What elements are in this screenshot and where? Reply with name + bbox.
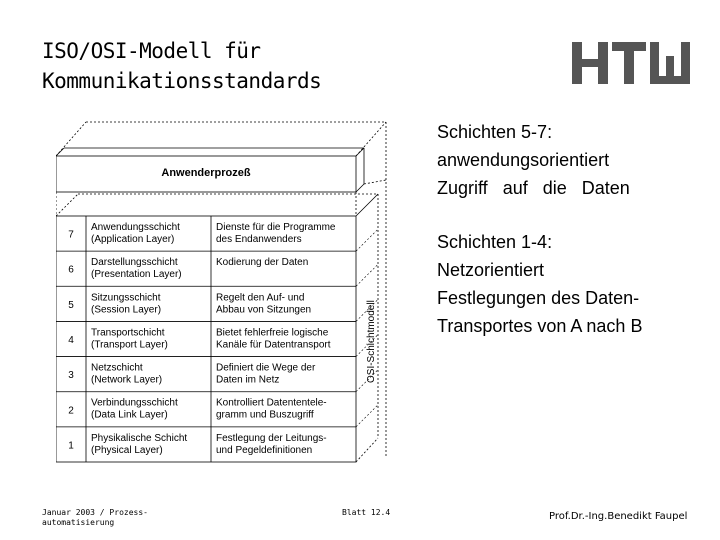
layer-name: Transportschicht (91, 327, 165, 339)
osi-diagram-graphic (56, 118, 396, 470)
layer-name-english: (Physical Layer) (91, 444, 163, 456)
info-block-upper (437, 118, 630, 202)
layer-name-english: (Application Layer) (91, 234, 175, 245)
slide-title (42, 36, 321, 96)
footer-page: Blatt 12.4 (342, 508, 391, 517)
layer-description: Regelt den Auf- und (216, 292, 305, 304)
layer-name: Verbindungsschicht (91, 397, 178, 409)
layer-name-english: (Network Layer) (91, 374, 163, 386)
layer-number: 2 (68, 405, 74, 417)
title-line-1: ISO/OSI-Modell für (42, 39, 261, 63)
info-lower-line-1: Schichten 1-4: (437, 232, 553, 252)
layer-name: Physikalische Schicht (91, 432, 188, 444)
layer-description-line-2: Kanäle für Datentransport (216, 339, 331, 351)
layer-description: Festlegung der Leitungs- (216, 432, 327, 444)
title-line-2: Kommunikationsstandards (42, 69, 322, 93)
info-upper-line-2: anwendungsorientiert (437, 150, 610, 170)
info-lower-line-4: Transportes von A nach B (437, 316, 643, 336)
info-lower-line-2: Netzorientiert (437, 260, 545, 280)
layer-number: 7 (68, 229, 74, 241)
layer-description: Kontrolliert Datententele- (216, 397, 327, 409)
layer-name: Netzschicht (91, 362, 143, 374)
htw-logo (572, 38, 692, 88)
info-upper-line-3: Zugriff auf die Daten (437, 178, 630, 198)
layer-number: 4 (68, 335, 74, 346)
layer-name-english: (Data Link Layer) (91, 409, 168, 421)
layer-divider-depth (356, 229, 378, 251)
osi-layer-diagram (56, 118, 396, 470)
htw-logo-graphic (572, 38, 692, 88)
application-process-label: Anwenderprozeß (161, 167, 251, 179)
layer-number: 3 (68, 370, 74, 382)
layer-divider-depth (356, 405, 378, 427)
layer-number: 5 (68, 299, 74, 311)
footer-author: Prof.Dr.-Ing.Benedikt Faupel (549, 511, 688, 522)
layer-description: Definiert die Wege der (216, 362, 316, 374)
osi-side-label: OSI-Schichtmodell (366, 300, 377, 383)
footer-date-line-2: automatisierung (42, 518, 115, 527)
layer-name-english: (Transport Layer) (91, 339, 168, 351)
layer-description-line-2: gramm und Buszugriff (216, 409, 314, 421)
layer-name-english: (Presentation Layer) (91, 269, 182, 281)
info-upper-line-1: Schichten 5-7: (437, 122, 553, 142)
layer-name: Darstellungsschicht (91, 257, 178, 269)
layer-description: Kodierung der Daten (216, 257, 309, 269)
layer-divider-depth (356, 264, 378, 286)
info-block-lower (437, 228, 642, 340)
layer-name-english: (Session Layer) (91, 304, 162, 316)
layer-number: 1 (68, 440, 74, 452)
layer-description: Dienste für die Programme (216, 222, 336, 233)
layer-name: Sitzungsschicht (91, 292, 161, 304)
layer-description-line-2: und Pegeldefinitionen (216, 444, 313, 456)
layer-description-line-2: Daten im Netz (216, 374, 280, 386)
info-lower-line-3: Festlegungen des Daten- (437, 288, 640, 308)
layer-description: Bietet fehlerfreie logische (216, 327, 329, 339)
layer-number: 6 (68, 264, 74, 276)
layer-description-line-2: des Endanwenders (216, 234, 302, 245)
footer-date (42, 508, 172, 528)
layer-description-line-2: Abbau von Sitzungen (216, 304, 312, 316)
footer-date-line-1: Januar 2003 / Prozess- (42, 508, 148, 517)
layer-name: Anwendungsschicht (91, 222, 180, 233)
